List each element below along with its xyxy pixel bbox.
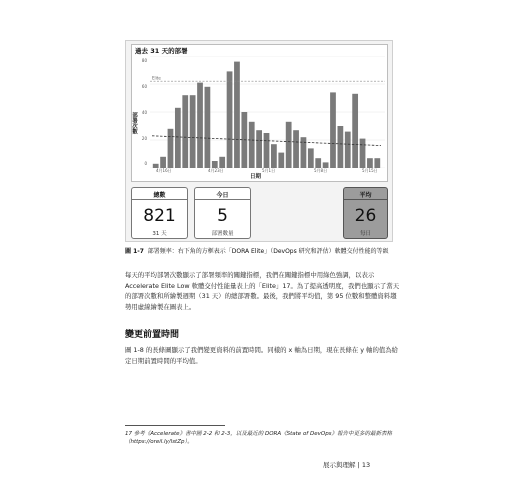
bar [360, 139, 366, 168]
bar [249, 122, 255, 168]
bar [212, 161, 218, 168]
xtick-label: 5月1日 [262, 168, 276, 173]
footnote: 17 參考《Accelerate》書中圖 2-2 和 2-3，以及最近的 DORA《State of DevOps》報告中更多的最新表格（https://oreil.ly/lstZp）。 [125, 431, 393, 445]
today-card-header: 今日 [216, 192, 229, 199]
section-paragraph: 圖 1-8 的長條圖顯示了我們變更資料的前置時間。同樣的 x 軸為日期，現在長條在 y 軸的值為給定日期前置時間的平均值。 [125, 346, 399, 365]
ytick-label: 20 [141, 136, 147, 141]
bar [219, 157, 225, 168]
bar [197, 83, 203, 168]
today-card-value: 5 [217, 206, 228, 226]
section-heading: 變更前置時間 [125, 330, 180, 340]
bar [367, 158, 373, 168]
total-card-header: 總數 [153, 192, 166, 199]
bar [264, 133, 270, 168]
bar [286, 122, 292, 168]
bar [234, 62, 240, 168]
bar [227, 71, 233, 168]
chart-plot [150, 56, 385, 168]
bar [168, 129, 174, 168]
chart-ylabel: 部署次數 [131, 112, 137, 134]
bar [337, 126, 343, 168]
card-divider [344, 199, 387, 200]
ytick-label: 0 [144, 161, 147, 166]
bar [182, 95, 188, 168]
ytick-label: 60 [141, 84, 147, 89]
total-card-sub: 31 天 [152, 231, 167, 237]
chart-xlabel: 日期 [250, 174, 262, 180]
ytick-label: 40 [141, 110, 147, 115]
bar [205, 87, 211, 168]
today-card [194, 187, 251, 239]
page-footer: 展示與理解 | 13 [323, 461, 371, 469]
bar [315, 158, 321, 168]
average-card-sub: 每日 [359, 231, 371, 237]
total-card [131, 187, 188, 239]
bar [256, 130, 262, 168]
average-card-header: 平均 [359, 192, 372, 199]
bar [160, 157, 166, 168]
bar [308, 148, 314, 168]
bars [153, 62, 380, 168]
ytick-label: 80 [141, 58, 147, 63]
bar [293, 130, 299, 168]
bar [271, 144, 277, 168]
average-card [343, 187, 388, 239]
bar [374, 158, 380, 168]
bar [175, 108, 181, 168]
xtick-label: 5月8日 [314, 168, 328, 173]
body-paragraph: 每天的平均部署次數顯示了部署頻率的關鍵指標，我們在關鍵指標中用綠色強調，以表示 Accelerate Elite Low 軟體交付性能量表上的「Elite」17。為了提高透明度，我們也顯示了當天的部署次數和所繪製週期（31 天）的總部署數。最後，我們將平均值，第 95 位數和整體資料趨勢用虛線繪製在圖表上。 [125, 271, 400, 311]
caption-text: 部署頻率：右下角的方框表示「DORA Elite」（DevOps 研究和評估）軟體交付性能的等級 [147, 248, 389, 255]
total-card-value: 821 [143, 206, 176, 226]
xtick-label: 5月15日 [362, 168, 378, 173]
chart-title: 過去 31 天的部署 [135, 47, 188, 55]
card-divider [195, 199, 250, 200]
bar [190, 95, 196, 168]
card-divider [132, 199, 187, 200]
elite-reference-label: Elite [152, 75, 161, 81]
caption-label: 圖 1-7 [125, 248, 144, 255]
bar [352, 94, 358, 168]
bar [330, 92, 336, 168]
bar [278, 153, 284, 168]
today-card-sub: 部署數量 [211, 231, 234, 237]
figure-caption [125, 246, 425, 255]
bar [345, 132, 351, 168]
xtick-label: 4月16日 [156, 168, 172, 173]
footnote-rule [125, 425, 225, 426]
average-card-value: 26 [354, 206, 377, 226]
xtick-label: 4月23日 [208, 168, 224, 173]
